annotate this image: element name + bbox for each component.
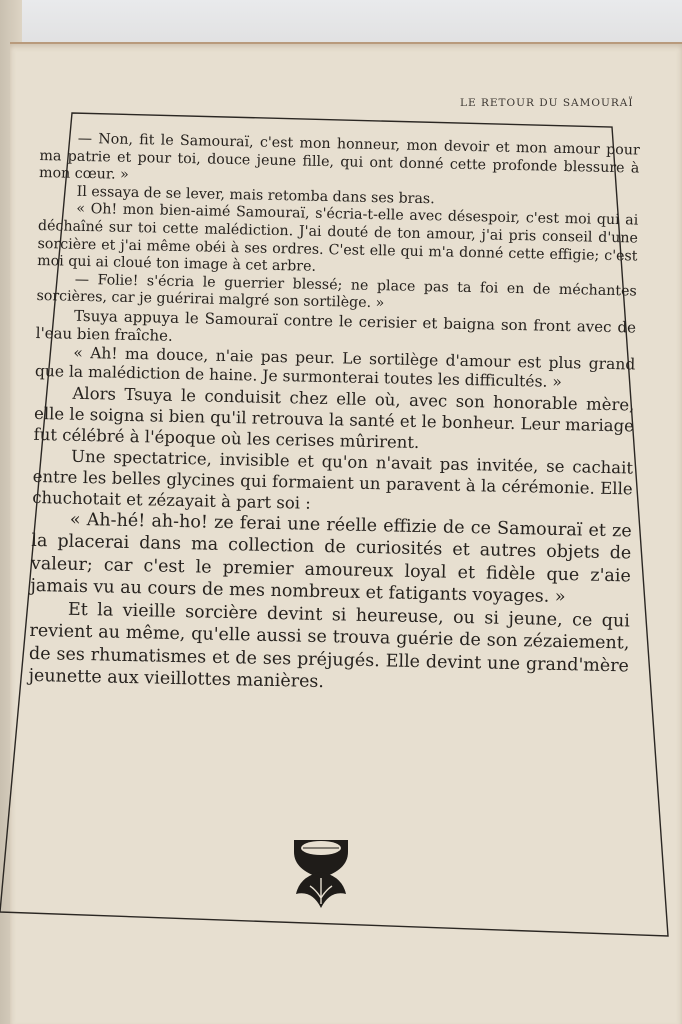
paragraph: « Oh! mon bien-aimé Samouraï, s'écria-t-elle avec désespoir, c'est moi qui ai déchaîné sur toi cette malédiction. J'ai douté de ton amour, j'ai pris conseil d'une sorcière et j'ai même obéi à ses ordres. C'est elle qui m'a donné cette effigie; c'est moi qui ai cloué ton image à cet arbre. (37, 201, 639, 275)
paragraph: « Ah-hé! ah-ho! ze ferai une réelle effizie de ce Samouraï et ze la placerai dans ma collection de curiosités et autres objets de valeur; car c'est le premier amoureux loyal et fidèle que z'aie jamais vu au cours de mes nombreux et fatigants voyages. » (30, 509, 632, 608)
paragraph: Et la vieille sorcière devint si heureuse, ou si jeune, ce qui revient au même, qu'elle aussi se trouva guérie de son zézaiement, de ses rhumatismes et de ses préjugés. Elle devint une grand'mère jeunette aux vieillottes manières. (28, 599, 631, 693)
paragraph: Il essaya de se lever, mais retomba dans ses bras. (76, 183, 435, 208)
flower-vase-ornament-icon (286, 832, 356, 912)
paragraph: Tsuya appuya le Samouraï contre le cerisier et baigna son front avec de l'eau bien fraîche. (35, 306, 637, 346)
paragraph: Une spectatrice, invisible et qu'on n'avait pas invitée, se cachait entre les belles glycines qui formaient un paravent à la cérémonie. Elle chuchotait et zézayait à part soi : (32, 446, 634, 513)
body-text (28, 130, 640, 700)
paragraph: — Non, fit le Samouraï, c'est mon honneur, mon devoir et mon amour pour ma patrie et pour toi, douce jeune fille, qui ont donné cette profonde blessure à mon cœur. » (38, 130, 640, 184)
paragraph: « Ah! ma douce, n'aie pas peur. Le sortilège d'amour est plus grand que la malédiction de haine. Je surmonterai toutes les difficultés. » (34, 343, 636, 392)
paragraph: Alors Tsuya le conduisit chez elle où, avec son honorable mère, elle le soigna si bien qu'il retrouva la santé et le bonheur. Leur mariage fut célébré à l'époque où les cerises mûrirent. (33, 383, 635, 452)
paragraph: — Folie! s'écria le guerrier blessé; ne place pas ta foi en de méchantes sorcières, car je guérirai malgré son sortilège. » (36, 271, 637, 312)
running-head: LE RETOUR DU SAMOURAÏ (460, 97, 634, 109)
